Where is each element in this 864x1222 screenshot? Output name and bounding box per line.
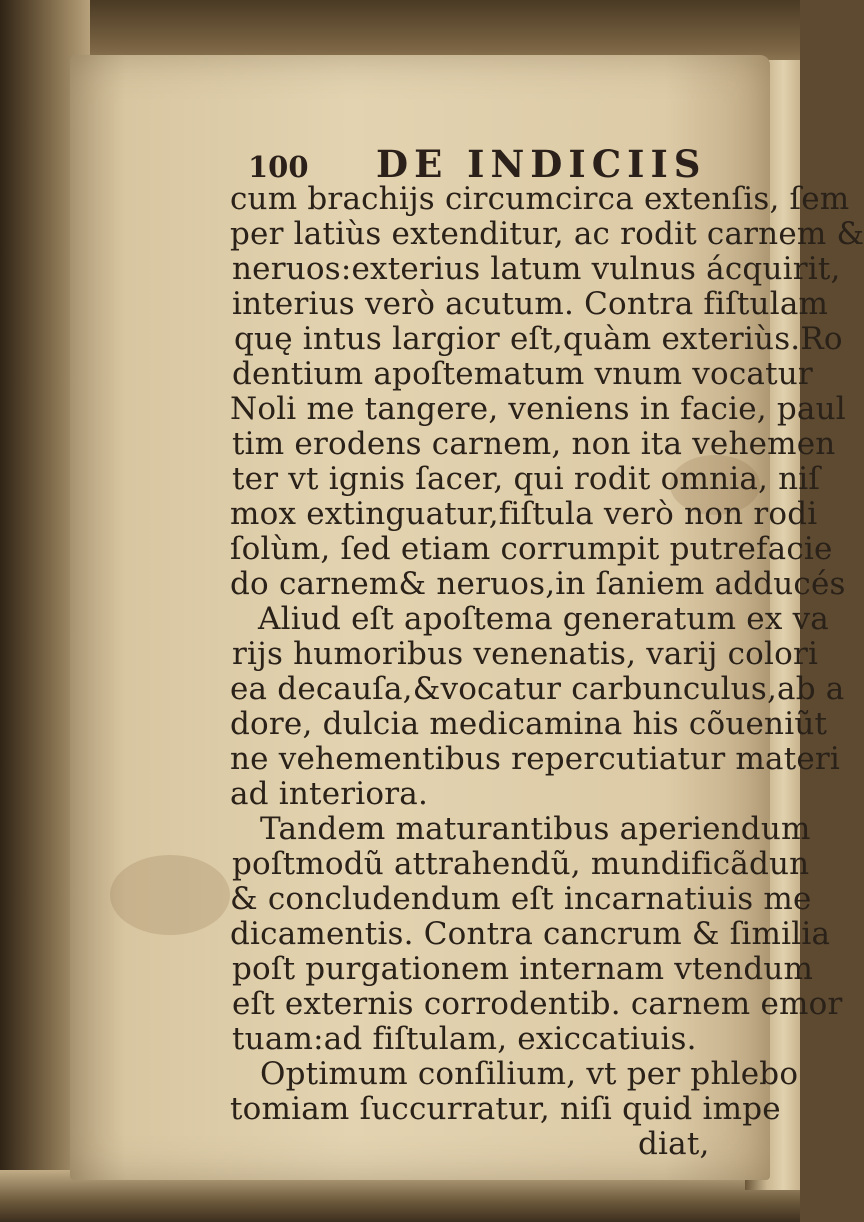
text-line: & concludendum eſt incarnatiuis me [230,881,812,917]
text-line: Tandem maturantibus aperiendum [260,811,811,847]
text-line: neruos:exterius latum vulnus ácquirit, [232,251,841,287]
text-line: quę intus largior eſt,quàm exteriùs.Ro [234,321,843,357]
text-line: ter vt ignis ſacer, qui rodit omnia, niſ [232,461,821,497]
text-line: ne vehementibus repercutiatur materi [230,741,841,777]
text-line: mox extinguatur,fiſtula verò non rodi [230,496,818,532]
text-line: diat, [638,1126,710,1162]
text-line: Optimum conſilium, vt per phlebo [260,1056,799,1092]
text-line: tim erodens carnem, non ita vehemen [232,426,836,462]
text-line: dicamentis. Contra cancrum & ſimilia [230,916,831,952]
text-line: Noli me tangere, veniens in facie, paul [230,391,846,427]
text-line: Aliud eſt apoſtema generatum ex va [258,601,829,637]
text-line: poſtmodũ attrahendũ, mundificãdun [232,846,810,882]
text-line: eſt externis corrodentib. carnem emor [232,986,843,1022]
text-line: cum brachijs circumcirca extenſis, ſem [230,181,850,217]
text-line: interius verò acutum. Contra fiſtulam [232,286,829,322]
text-line: ea decauſa,&vocatur carbunculus,ab a [230,671,845,707]
text-line: tomiam ſuccurratur, niſi quid impe [230,1091,781,1127]
text-line: per latiùs extenditur, ac rodit carnem & [230,216,864,252]
text-line: dore, dulcia medicamina his cõueniũt [230,706,828,742]
text-line: ſolùm, ſed etiam corrumpit putrefacie [230,531,833,567]
text-line: poſt purgationem internam vtendum [232,951,814,987]
text-line: dentium apoſtematum vnum vocatur [232,356,813,392]
paper-stain [110,855,230,935]
text-line: do carnem& neruos,in ſaniem adducés [230,566,846,602]
text-line: tuam:ad fiſtulam, exiccatiuis. [232,1021,697,1057]
text-line: ad interiora. [230,776,429,812]
text-line: rijs humoribus venenatis, varij colori [232,636,819,672]
running-title: DE INDICIIS [376,142,707,186]
page-number: 100 [248,150,309,184]
